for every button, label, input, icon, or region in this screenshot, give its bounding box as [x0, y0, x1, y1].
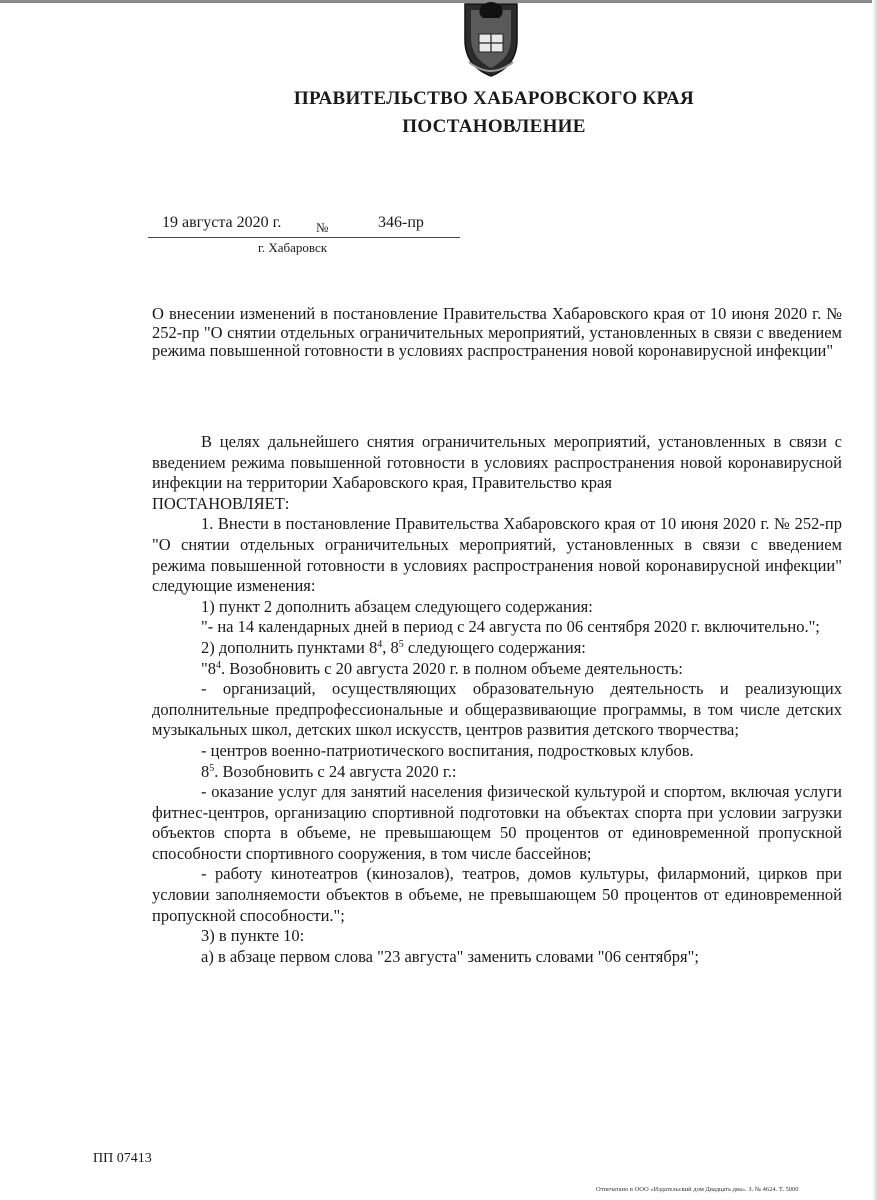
decree-word: ПОСТАНОВЛЯЕТ: [152, 493, 290, 513]
item-1-2-text-a: 2) дополнить пунктами 8 [201, 637, 378, 657]
scan-edge-top [0, 0, 878, 3]
point-8-4-paragraph [152, 659, 842, 680]
point-8-4-text-b: . Возобновить с 20 августа 2020 г. в полном объеме деятельность: [221, 658, 683, 678]
document-number: 346-пр [378, 214, 424, 231]
scan-edge-right [872, 0, 878, 1200]
point-8-5-sup: 5 [209, 762, 215, 774]
military-centers-list-item: - центров военно-патриотического воспитания, подростковых клубов. [201, 740, 694, 760]
item-1-2-text-b: , 8 [382, 637, 399, 657]
organizations-list-item: - организаций, осуществляющих образовательную деятельность и реализующих дополнительные предпрофессиональные и общеразвивающие программы, в том числе детских музыкальных школ, детских школ искусств, центров развития детского творчества; [152, 679, 842, 740]
item-1-3-paragraph: 3) в пункте 10: [201, 926, 305, 946]
item-1-2-sup-1: 4 [377, 638, 383, 650]
khabarovsk-coat-of-arms-icon [455, 0, 527, 78]
sports-services-list-item: - оказание услуг для занятий населения физической культурой и спортом, включая услуги фитнес-центров, организацию спортивной подготовки на объектах спорта при условии загрузки объектов спорта в объеме, не превышающем 50 процентов от единовременной пропускной способности спортивного сооружения, в том числе бассейнов; [152, 782, 842, 863]
item-1-paragraph: 1. Внести в постановление Правительства Хабаровского края от 10 июня 2020 г. № 252-пр "О снятии отдельных ограничительных мероприятий, установленных в связи с введением режима повышенной готовности в условиях распространения новой коронавирусной инфекции" следующие изменения: [152, 514, 842, 596]
quoted-addition-paragraph: "- на 14 календарных дней в период с 24 августа по 06 сентября 2020 г. включительно."; [201, 617, 820, 637]
date-number-line [148, 214, 460, 238]
item-1-2-paragraph [152, 638, 842, 659]
point-8-5-text-b: . Возобновить с 24 августа 2020 г.: [214, 761, 457, 781]
cinemas-list-item: - работу кинотеатров (кинозалов), театров, домов культуры, филармоний, цирков при условии заполняемости объектов в объеме, не превышающем 50 процентов от единовременной пропускной способности."; [152, 864, 842, 925]
government-title: ПРАВИТЕЛЬСТВО ХАБАРОВСКОГО КРАЯ [293, 88, 695, 109]
document-city: г. Хабаровск [258, 240, 328, 255]
point-8-4-sup: 4 [216, 659, 221, 671]
item-1-2-text-c: следующего содержания: [403, 637, 586, 657]
number-sign: № [316, 220, 329, 235]
document-type: ПОСТАНОВЛЕНИЕ [402, 116, 586, 137]
printer-note: Отпечатано в ООО «Издательский дом Двадцать два». З. № 4624. Т. 5000 [596, 1186, 799, 1193]
document-date: 19 августа 2020 г. [162, 214, 282, 231]
document-code: ПП 07413 [93, 1151, 152, 1166]
preamble-paragraph: В целях дальнейшего снятия ограничительных мероприятий, установленных в связи с введением режима повышенной готовности в условиях распространения новой коронавирусной инфекции на территории Хабаровского края, Правительство края [152, 432, 842, 493]
point-8-5-paragraph [152, 762, 842, 783]
point-8-4-text-a: "8 [201, 658, 216, 678]
item-1-1-paragraph: 1) пункт 2 дополнить абзацем следующего содержания: [201, 596, 593, 616]
item-1-3-a-paragraph: а) в абзаце первом слова "23 августа" заменить словами "06 сентября"; [201, 946, 699, 966]
item-1-2-sup-2: 5 [398, 638, 404, 650]
document-subject: О внесении изменений в постановление Правительства Хабаровского края от 10 июня 2020 г. № 252-пр "О снятии отдельных ограничительных мероприятий, установленных в связи с введением режима повышенной готовности в условиях распространения новой коронавирусной инфекции" [152, 304, 842, 360]
document-body [152, 432, 842, 967]
point-8-5-text-a: 8 [201, 761, 210, 781]
